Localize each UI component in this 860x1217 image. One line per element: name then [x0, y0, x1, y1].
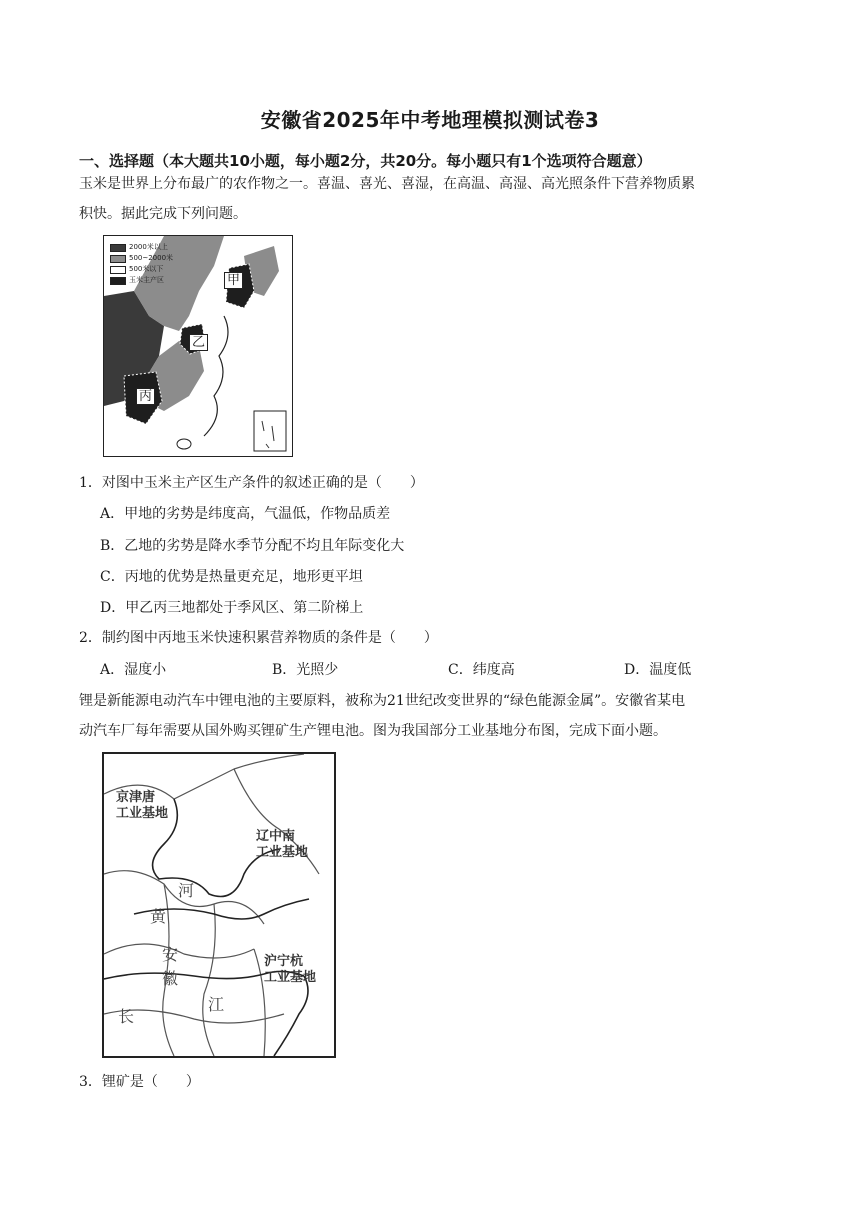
base-type: 工业基地	[116, 806, 169, 821]
base-type: 工业基地	[256, 845, 309, 860]
question-1-option-a: A．甲地的劣势是纬度高，气温低，作物品质差	[100, 506, 391, 522]
map-char-jiang: 江	[208, 995, 225, 1014]
legend-swatch	[110, 255, 126, 263]
base-name: 京津唐	[116, 790, 156, 805]
base-type: 工业基地	[264, 970, 317, 985]
map-char-an: 安	[162, 945, 179, 964]
map-char-he: 河	[178, 881, 195, 900]
legend-item-mid	[110, 253, 173, 264]
question-1-option-c: C．丙地的优势是热量更充足，地形更平坦	[100, 569, 363, 585]
question-1-option-d: D．甲乙丙三地都处于季风区、第二阶梯上	[100, 600, 364, 616]
map-char-hui: 徽	[162, 969, 179, 988]
base-name: 辽中南	[256, 829, 296, 844]
intro-paragraph-1	[79, 169, 779, 229]
region-label-jia: 甲	[224, 272, 243, 289]
base-label-liaozhongnan	[256, 829, 308, 861]
legend-swatch	[110, 266, 126, 274]
industrial-base-map	[102, 752, 336, 1058]
question-2-option-d: D．温度低	[624, 662, 692, 678]
question-2-option-b: B．光照少	[272, 662, 339, 678]
intro-paragraph-2	[79, 686, 779, 746]
intro-2-line-1: 锂是新能源电动汽车中锂电池的主要原料，被称为21世纪改变世界的“绿色能源金属”。安徽省某电	[79, 693, 686, 709]
question-2-option-c: C．纬度高	[448, 662, 515, 678]
legend-label: 500~2000米	[129, 254, 174, 262]
base-name: 沪宁杭	[264, 954, 304, 969]
legend-swatch	[110, 244, 126, 252]
question-1-stem: 1．对图中玉米主产区生产条件的叙述正确的是（ ）	[79, 475, 424, 491]
base-label-jingjintang	[116, 790, 168, 822]
intro-1-line-1: 玉米是世界上分布最广的农作物之一。喜温、喜光、喜湿，在高温、高湿、高光照条件下营养物质累	[79, 176, 695, 192]
question-3-stem: 3．锂矿是（ ）	[79, 1074, 200, 1090]
legend-label: 500米以下	[129, 265, 164, 273]
question-2-stem: 2．制约图中丙地玉米快速积累营养物质的条件是（ ）	[79, 630, 438, 646]
section-heading: 一、选择题（本大题共10小题，每小题2分，共20分。每小题只有1个选项符合题意）	[79, 152, 652, 170]
legend-item-low	[110, 264, 173, 275]
legend-item-corn	[110, 275, 173, 286]
region-label-bing: 丙	[136, 388, 155, 405]
map-char-huang: 黄	[150, 907, 167, 926]
legend-item-high	[110, 242, 173, 253]
question-1-option-b: B．乙地的劣势是降水季节分配不均且年际变化大	[100, 538, 405, 554]
map-legend	[110, 242, 173, 286]
question-2-option-a: A．湿度小	[100, 662, 167, 678]
intro-2-line-2: 动汽车厂每年需要从国外购买锂矿生产锂电池。图为我国部分工业基地分布图，完成下面小题。	[79, 723, 667, 739]
corn-region-map	[103, 235, 293, 457]
intro-1-line-2: 积快。据此完成下列问题。	[79, 206, 247, 222]
legend-label: 玉米主产区	[129, 276, 164, 284]
region-label-yi: 乙	[189, 334, 208, 351]
legend-label: 2000米以上	[129, 243, 168, 251]
page-title: 安徽省2025年中考地理模拟测试卷3	[260, 108, 600, 132]
base-label-huningdang	[264, 954, 316, 986]
map-char-chang: 长	[118, 1007, 135, 1026]
legend-swatch	[110, 277, 126, 285]
